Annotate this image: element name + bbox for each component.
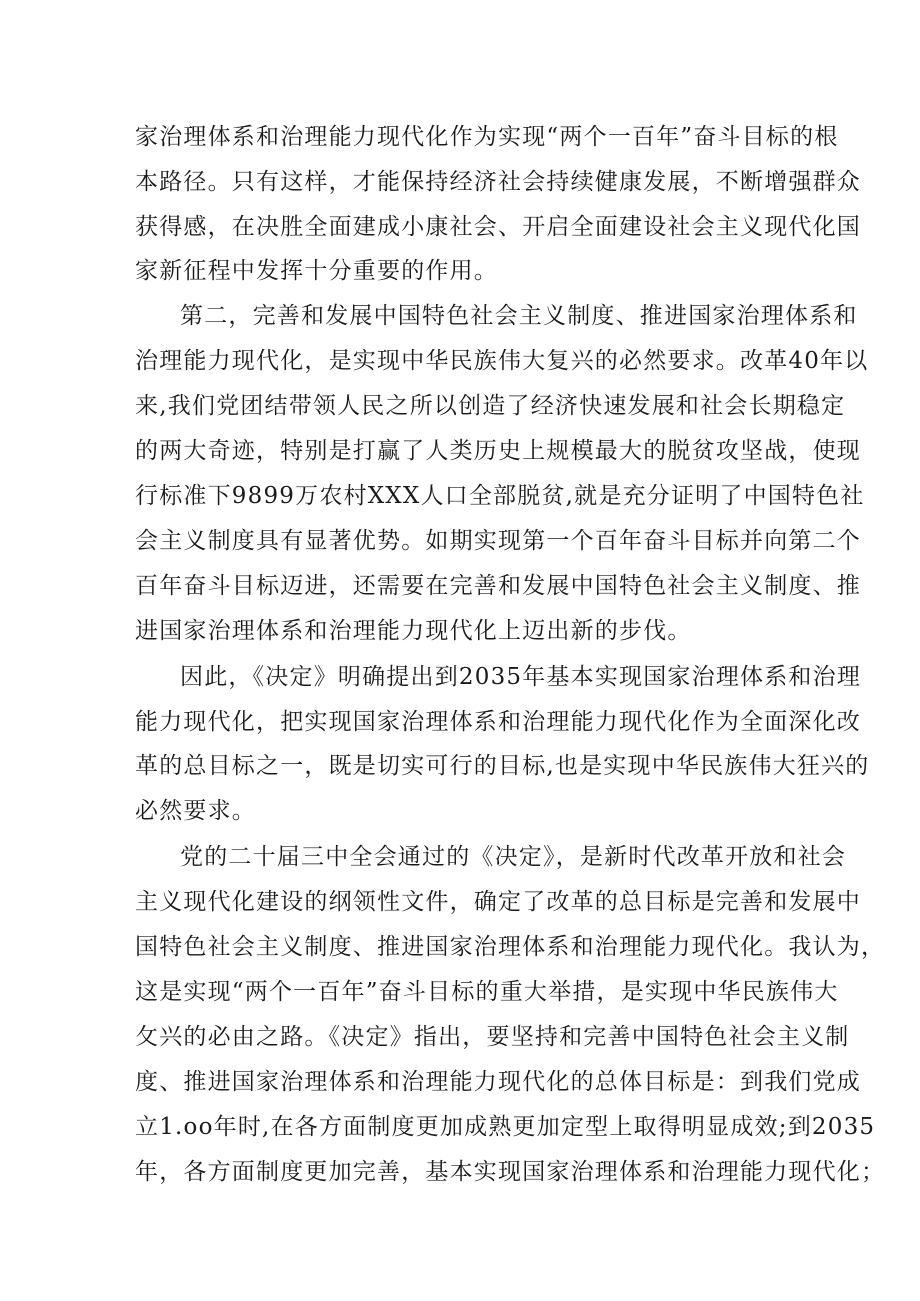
text-line: 家治理体系和治理能力现代化作为实现“两个一百年”奋斗目标的根 [135,124,839,150]
text-line: 革的总目标之一，既是切实可行的目标,也是实现中华民族伟大狂兴的 [135,753,870,779]
text-line: 年，各方面制度更加完善，基本实现国家治理体系和治理能力现代化； [135,1159,886,1185]
text-line: 百年奋斗目标迈进，还需要在完善和发展中国特色社会主义制度、推 [135,573,861,599]
text-line: 主义现代化建设的纲领性文件，确定了改革的总目标是完善和发展中 [135,889,861,915]
text-line: 本路径。只有这样，才能保持经济社会持续健康发展，不断增强群众 [135,169,861,195]
text-line: 国特色社会主义制度、推进国家治理体系和治理能力现代化。我认为， [135,934,886,960]
text-line: 这是实现“两个一百年”奋斗目标的重大举措，是实现中华民族伟大 [135,979,839,1005]
text-line: 必然要求。 [135,798,256,824]
text-line: 的两大奇迹，特别是打赢了人类历史上规模最大的脱贫攻坚战，使现 [135,438,861,464]
text-line: 获得感，在决胜全面建成小康社会、开启全面建设社会主义现代化国 [135,214,861,240]
text-line: 能力现代化，把实现国家治理体系和治理能力现代化作为全面深化改 [135,709,861,735]
text-line: 家新征程中发挥十分重要的作用。 [135,258,498,284]
text-line: 来,我们党团结带领人民之所以创造了经济快速发展和社会长期稳定 [135,393,846,419]
paragraph-start-line: 因此，《决定》明确提出到2035年基本实现国家治理体系和治理 [180,664,862,690]
text-line: 治理能力现代化，是实现中华民族伟大复兴的必然要求。改革40年以 [135,348,869,374]
text-line: 进国家治理体系和治理能力现代化上迈出新的步伐。 [135,618,692,644]
text-line: 攵兴的必由之路。《决定》指出，要坚持和完善中国特色社会主义制 [135,1024,850,1050]
text-line: 行标准下9899万农村XXX人口全部脱贫,就是充分证明了中国特色社 [135,483,865,509]
text-line: 度、推进国家治理体系和治理能力现代化的总体目标是：到我们党成 [135,1069,861,1095]
paragraph-start-line: 第二，完善和发展中国特色社会主义制度、推进国家治理体系和 [180,303,858,329]
text-line: 会主义制度具有显著优势。如期实现第一个百年奋斗目标并向第二个 [135,528,861,554]
paragraph-start-line: 党的二十届三中全会通过的《决定》，是新时代改革开放和社会 [180,844,847,870]
text-line: 立1.oo年时,在各方面制度更加成熟更加定型上取得明显成效;到2035 [135,1114,876,1140]
